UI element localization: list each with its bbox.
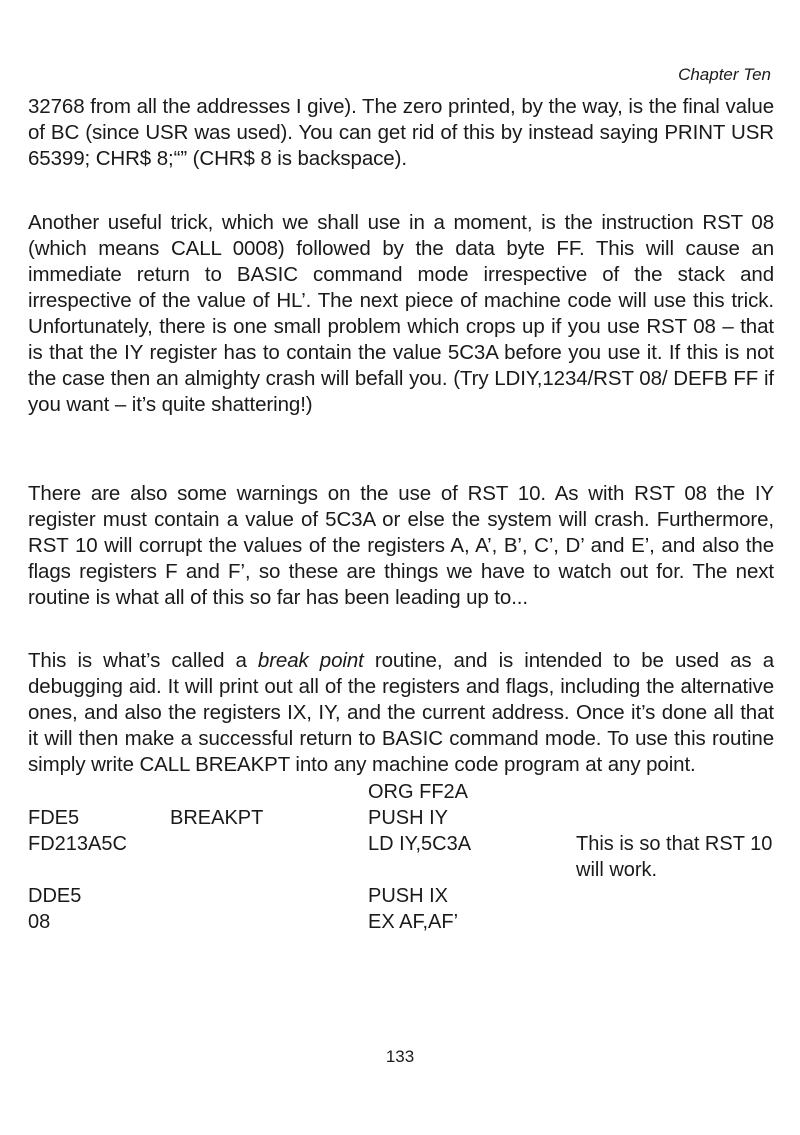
listing-row xyxy=(28,805,788,831)
page-number: 133 xyxy=(385,1047,415,1066)
listing-address: FDE5 xyxy=(28,807,80,829)
listing-row xyxy=(28,909,788,935)
listing-comment: This is so that RST 10 will work. xyxy=(576,833,773,881)
listing-address: 08 xyxy=(28,911,51,933)
listing-row xyxy=(28,831,788,883)
paragraph-rst-10: There are also some warnings on the use of RST 10. As with RST 08 the IY register must contain a value of 5C3A or else the system will crash. Furthermore, RST 10 will corrupt the values of the registers A, A’, B’, C’, D’ and E’, and also the flags registers F and F’, so these are things we have to watch out for. The next routine is what all of this so far has been leading up to... xyxy=(28,482,774,609)
listing-address: FD213A5C xyxy=(28,833,127,855)
listing-instruction: PUSH IY xyxy=(368,807,449,829)
listing-label: BREAKPT xyxy=(170,807,264,829)
paragraph-break-point-lead: This is what’s called a xyxy=(28,649,258,672)
code-listing xyxy=(28,779,788,935)
listing-row xyxy=(28,779,788,805)
listing-instruction: PUSH IX xyxy=(368,885,449,907)
listing-instruction: LD IY,5C3A xyxy=(368,833,472,855)
paragraph-break-point-rest: routine, and is intended to be used as a debugging aid. It will print out all of the registers and flags, including the alternative ones, and also the registers IX, IY, and the current address. Once it’s done all that it will then make a successful return to BASIC command mode. To use this routine simply write CALL BREAKPT into any machine code program at any point. xyxy=(28,649,774,776)
listing-instruction: EX AF,AF’ xyxy=(368,911,459,933)
paragraph-rst-08: Another useful trick, which we shall use in a moment, is the instruction RST 08 (which means CALL 0008) followed by the data byte FF. This will cause an immediate return to BASIC command mode irrespective of the stack and irrespective of the value of HL’. The next piece of machine code will use this trick. Unfortunately, there is one small problem which crops up if you use RST 08 – that is that the IY register has to contain the value 5C3A before you use it. If this is not the case then an almighty crash will befall you. (Try LDIY,1234/RST 08/ DEFB FF if you want – it’s quite shattering!) xyxy=(28,211,774,416)
listing-row xyxy=(28,883,788,909)
listing-instruction: ORG FF2A xyxy=(368,781,469,803)
chapter-header: Chapter Ten xyxy=(678,65,771,84)
paragraph-break-point xyxy=(28,648,774,778)
listing-address: DDE5 xyxy=(28,885,82,907)
break-point-emphasis: break point xyxy=(257,649,364,672)
paragraph-usr-zero: 32768 from all the addresses I give). The zero printed, by the way, is the final value of BC (since USR was used). You can get rid of this by instead saying PRINT USR 65399; CHR$ 8;“” (CHR$ 8 is backspace). xyxy=(28,95,774,170)
